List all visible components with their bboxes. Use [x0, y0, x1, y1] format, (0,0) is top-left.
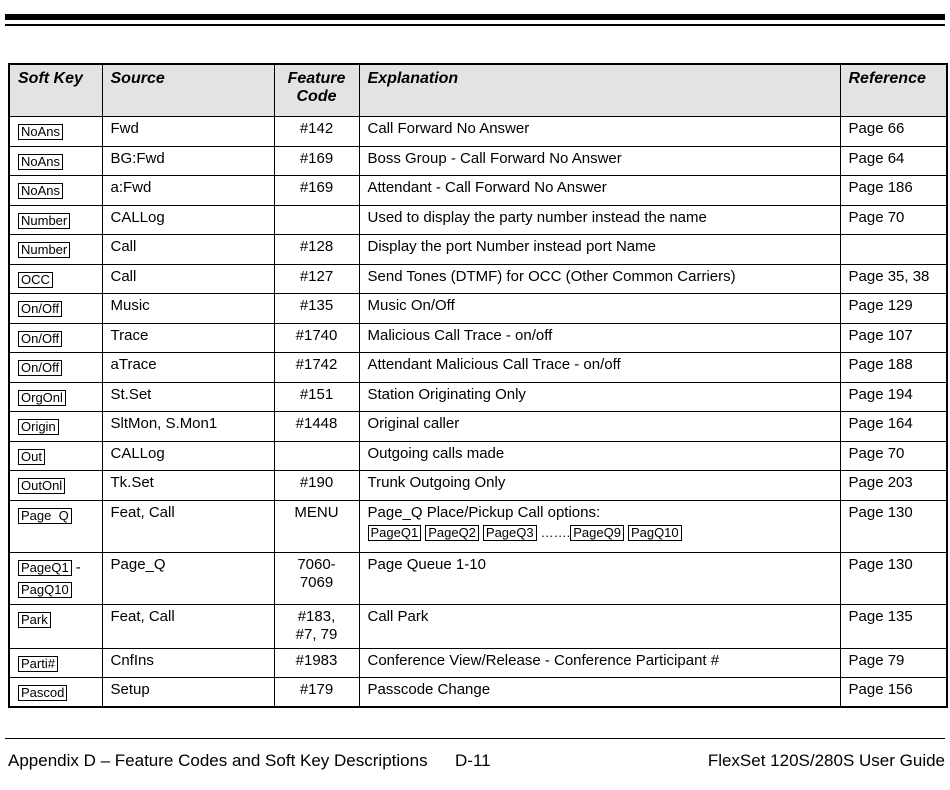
table-row: [9, 146, 947, 176]
soft-key-cell: [9, 176, 102, 206]
soft-key-cell: [9, 678, 102, 708]
soft-key-cell: [9, 552, 102, 604]
reference-cell: Page 70: [840, 205, 947, 235]
explanation-cell: Boss Group - Call Forward No Answer: [359, 146, 840, 176]
code-cell: MENU: [274, 500, 359, 552]
soft-key-label: Number: [18, 242, 70, 258]
soft-key-label: Page Q: [18, 508, 72, 524]
footer-section-title: Appendix D – Feature Codes and Soft Key Descriptions: [8, 751, 428, 770]
header-feature-code: Feature Code: [274, 64, 359, 117]
reference-cell: Page 203: [840, 471, 947, 501]
explanation-cell: Attendant Malicious Call Trace - on/off: [359, 353, 840, 383]
table-row: [9, 648, 947, 678]
source-cell: Call: [102, 264, 274, 294]
top-rule-thick: [5, 14, 945, 20]
code-cell: #151: [274, 382, 359, 412]
source-cell: aTrace: [102, 353, 274, 383]
soft-key-label: Park: [18, 612, 51, 628]
source-cell: Setup: [102, 678, 274, 708]
range-dash: -: [75, 558, 81, 576]
soft-key-cell: [9, 471, 102, 501]
explanation-cell: Music On/Off: [359, 294, 840, 324]
code-cell: #1740: [274, 323, 359, 353]
table-row: [9, 235, 947, 265]
soft-key-cell: [9, 235, 102, 265]
reference-cell: [840, 235, 947, 265]
source-cell: Trace: [102, 323, 274, 353]
source-cell: Feat, Call: [102, 500, 274, 552]
table-row: [9, 552, 947, 604]
code-cell: #142: [274, 117, 359, 147]
reference-cell: Page 64: [840, 146, 947, 176]
table-row: [9, 604, 947, 648]
code-cell: #179: [274, 678, 359, 708]
explanation-cell: Used to display the party number instead the name: [359, 205, 840, 235]
header-explanation: Explanation: [359, 64, 840, 117]
source-cell: Fwd: [102, 117, 274, 147]
code-cell: #1983: [274, 648, 359, 678]
reference-cell: Page 66: [840, 117, 947, 147]
code-cell: [274, 205, 359, 235]
code-cell: #128: [274, 235, 359, 265]
explanation-cell: Call Forward No Answer: [359, 117, 840, 147]
soft-key-label: OutOnl: [18, 478, 65, 494]
soft-key-cell: [9, 382, 102, 412]
source-cell: CnfIns: [102, 648, 274, 678]
code-cell: #190: [274, 471, 359, 501]
code-cell: #127: [274, 264, 359, 294]
reference-cell: Page 79: [840, 648, 947, 678]
code-cell: #169: [274, 176, 359, 206]
code-cell: #1448: [274, 412, 359, 442]
soft-key-cell: [9, 323, 102, 353]
reference-cell: Page 70: [840, 441, 947, 471]
soft-key-cell: [9, 294, 102, 324]
soft-key-label: PageQ9: [570, 525, 624, 541]
source-cell: Tk.Set: [102, 471, 274, 501]
reference-cell: Page 130: [840, 552, 947, 604]
soft-key-label: Out: [18, 449, 45, 465]
source-cell: Music: [102, 294, 274, 324]
top-rule-thin: [5, 24, 945, 26]
table-row: [9, 353, 947, 383]
explanation-cell: Attendant - Call Forward No Answer: [359, 176, 840, 206]
soft-key-label: On/Off: [18, 360, 62, 376]
source-cell: CALLog: [102, 205, 274, 235]
table-row: [9, 323, 947, 353]
code-cell: #169: [274, 146, 359, 176]
explanation-cell: Original caller: [359, 412, 840, 442]
reference-cell: Page 135: [840, 604, 947, 648]
soft-key-label: PageQ2: [425, 525, 479, 541]
soft-key-label: PageQ3: [483, 525, 537, 541]
source-cell: Page_Q: [102, 552, 274, 604]
soft-key-cell: [9, 500, 102, 552]
source-cell: SltMon, S.Mon1: [102, 412, 274, 442]
explanation-cell: Malicious Call Trace - on/off: [359, 323, 840, 353]
soft-key-label: On/Off: [18, 301, 62, 317]
reference-cell: Page 164: [840, 412, 947, 442]
table-row: [9, 412, 947, 442]
table-row: [9, 441, 947, 471]
soft-key-cell: [9, 117, 102, 147]
pageq-key-list: [368, 525, 832, 541]
table-row: [9, 264, 947, 294]
header-soft-key: Soft Key: [9, 64, 102, 117]
reference-cell: Page 107: [840, 323, 947, 353]
table-row: [9, 500, 947, 552]
soft-key-label: PageQ1: [18, 560, 72, 576]
soft-key-cell: [9, 205, 102, 235]
code-cell: 7060- 7069: [274, 552, 359, 604]
table-header-row: [9, 64, 947, 117]
explanation-cell: Display the port Number instead port Name: [359, 235, 840, 265]
table-row: [9, 294, 947, 324]
soft-key-label: Pascod: [18, 685, 67, 701]
footer-guide-title: FlexSet 120S/280S User Guide: [707, 751, 945, 770]
footer-rule: [5, 738, 945, 739]
table-row: [9, 205, 947, 235]
reference-cell: Page 130: [840, 500, 947, 552]
source-cell: CALLog: [102, 441, 274, 471]
source-cell: St.Set: [102, 382, 274, 412]
reference-cell: Page 188: [840, 353, 947, 383]
header-source: Source: [102, 64, 274, 117]
code-cell: [274, 441, 359, 471]
explanation-cell: Station Originating Only: [359, 382, 840, 412]
explanation-cell: Page Queue 1-10: [359, 552, 840, 604]
soft-key-label: NoAns: [18, 124, 63, 140]
explanation-cell: Call Park: [359, 604, 840, 648]
soft-key-label: Parti#: [18, 656, 58, 672]
soft-key-cell: [9, 353, 102, 383]
explanation-cell: Conference View/Release - Conference Participant #: [359, 648, 840, 678]
source-cell: Feat, Call: [102, 604, 274, 648]
footer-page-number: D-11: [455, 751, 491, 770]
soft-key-cell: [9, 604, 102, 648]
table-row: [9, 382, 947, 412]
header-reference: Reference: [840, 64, 947, 117]
soft-key-label: NoAns: [18, 154, 63, 170]
soft-key-label: OrgOnl: [18, 390, 66, 406]
code-cell: #183, #7, 79: [274, 604, 359, 648]
explanation-cell: Passcode Change: [359, 678, 840, 708]
soft-key-cell: [9, 264, 102, 294]
soft-key-cell: [9, 648, 102, 678]
soft-key-label: PagQ10: [18, 582, 72, 598]
explanation-cell: Outgoing calls made: [359, 441, 840, 471]
reference-cell: Page 35, 38: [840, 264, 947, 294]
soft-key-label: PageQ1: [368, 525, 422, 541]
source-cell: BG:Fwd: [102, 146, 274, 176]
code-cell: #1742: [274, 353, 359, 383]
source-cell: Call: [102, 235, 274, 265]
feature-code-table: [8, 63, 948, 708]
soft-key-cell: [9, 146, 102, 176]
soft-key-label: Origin: [18, 419, 59, 435]
reference-cell: Page 186: [840, 176, 947, 206]
table-row: [9, 117, 947, 147]
source-cell: a:Fwd: [102, 176, 274, 206]
explanation-cell: Send Tones (DTMF) for OCC (Other Common Carriers): [359, 264, 840, 294]
ellipsis: …….: [540, 524, 571, 540]
explanation-cell: Page_Q Place/Pickup Call options: PageQ1 PageQ2 PageQ3 ……. PageQ9 PagQ10: [359, 500, 840, 552]
soft-key-label: PagQ10: [628, 525, 682, 541]
table-row: [9, 471, 947, 501]
table-row: [9, 678, 947, 708]
reference-cell: Page 194: [840, 382, 947, 412]
code-cell: #135: [274, 294, 359, 324]
explanation-cell: Trunk Outgoing Only: [359, 471, 840, 501]
soft-key-label: On/Off: [18, 331, 62, 347]
reference-cell: Page 129: [840, 294, 947, 324]
soft-key-cell: [9, 412, 102, 442]
table-row: [9, 176, 947, 206]
soft-key-label: OCC: [18, 272, 53, 288]
soft-key-cell: [9, 441, 102, 471]
soft-key-label: Number: [18, 213, 70, 229]
soft-key-label: NoAns: [18, 183, 63, 199]
reference-cell: Page 156: [840, 678, 947, 708]
